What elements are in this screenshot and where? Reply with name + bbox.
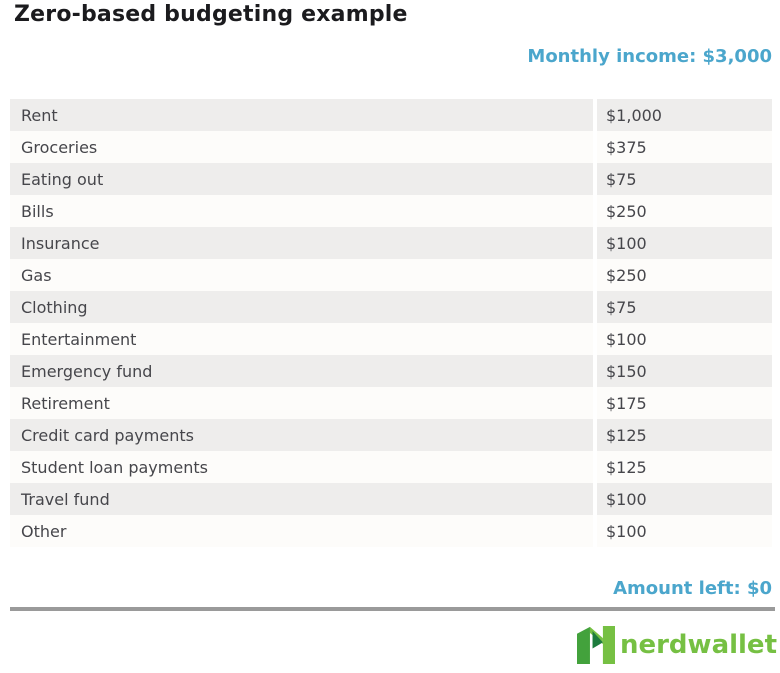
table-row <box>10 227 772 259</box>
amount-cell: $100 <box>597 515 772 547</box>
table-row <box>10 163 772 195</box>
nerdwallet-logo <box>577 624 777 666</box>
category-cell: Groceries <box>10 131 593 163</box>
table-row <box>10 131 772 163</box>
monthly-income-label: Monthly income: $3,000 <box>527 46 772 67</box>
amount-cell: $100 <box>597 227 772 259</box>
amount-cell: $250 <box>597 195 772 227</box>
nerdwallet-n-icon <box>577 624 615 666</box>
budget-table <box>10 99 772 547</box>
amount-cell: $125 <box>597 451 772 483</box>
amount-cell: $100 <box>597 483 772 515</box>
category-cell: Clothing <box>10 291 593 323</box>
category-cell: Retirement <box>10 387 593 419</box>
amount-left-label: Amount left: $0 <box>613 578 772 599</box>
category-cell: Student loan payments <box>10 451 593 483</box>
category-cell: Gas <box>10 259 593 291</box>
category-cell: Emergency fund <box>10 355 593 387</box>
table-row <box>10 291 772 323</box>
amount-cell: $375 <box>597 131 772 163</box>
amount-cell: $175 <box>597 387 772 419</box>
category-cell: Rent <box>10 99 593 131</box>
nerdwallet-wordmark: nerdwallet <box>619 630 777 660</box>
category-cell: Travel fund <box>10 483 593 515</box>
table-row <box>10 195 772 227</box>
category-cell: Eating out <box>10 163 593 195</box>
page-title: Zero-based budgeting example <box>14 2 408 27</box>
table-row <box>10 259 772 291</box>
category-cell: Credit card payments <box>10 419 593 451</box>
category-cell: Other <box>10 515 593 547</box>
table-row <box>10 323 772 355</box>
table-row <box>10 451 772 483</box>
amount-cell: $100 <box>597 323 772 355</box>
category-cell: Entertainment <box>10 323 593 355</box>
table-row <box>10 483 772 515</box>
table-row <box>10 515 772 547</box>
table-row <box>10 99 772 131</box>
amount-cell: $1,000 <box>597 99 772 131</box>
category-cell: Insurance <box>10 227 593 259</box>
table-row <box>10 355 772 387</box>
amount-cell: $125 <box>597 419 772 451</box>
category-cell: Bills <box>10 195 593 227</box>
amount-cell: $150 <box>597 355 772 387</box>
table-row <box>10 419 772 451</box>
amount-cell: $75 <box>597 163 772 195</box>
table-row <box>10 387 772 419</box>
amount-cell: $75 <box>597 291 772 323</box>
amount-cell: $250 <box>597 259 772 291</box>
footer-divider <box>10 607 775 611</box>
